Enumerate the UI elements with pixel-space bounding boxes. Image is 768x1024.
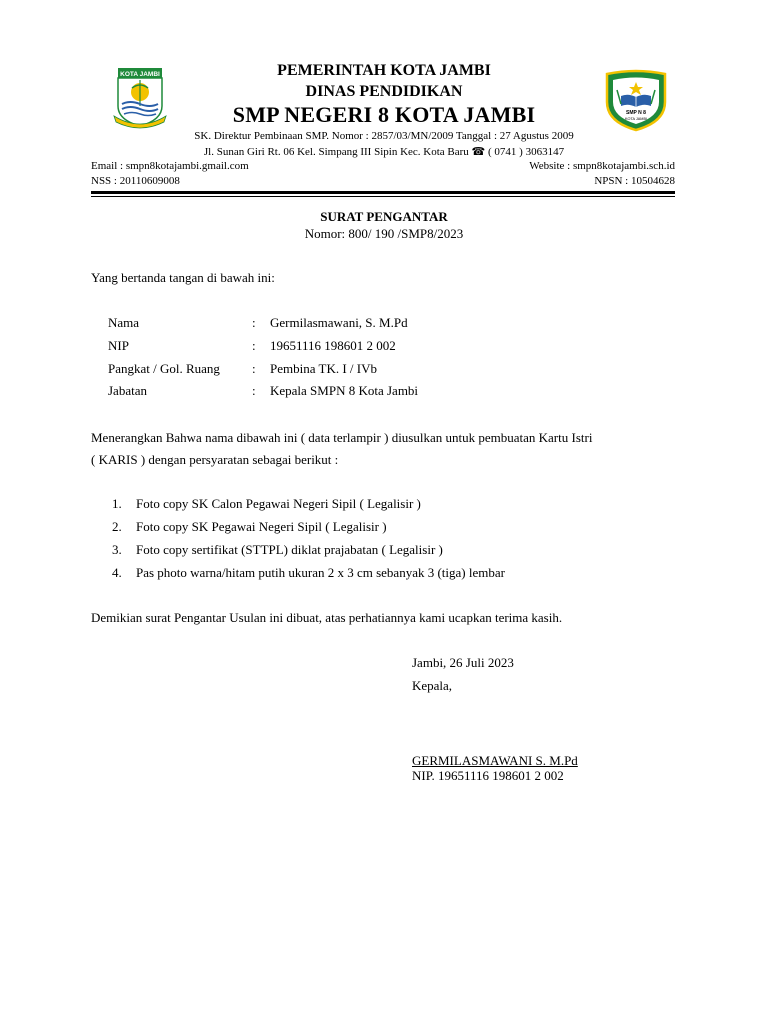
body-paragraph-line2: ( KARIS ) dengan persyaratan sebagai berikut : xyxy=(91,452,339,467)
signature-name: GERMILASMAWANI S. M.Pd xyxy=(412,753,578,768)
list-item-number: 1. xyxy=(112,496,122,511)
identity-label-pangkat: Pangkat / Gol. Ruang xyxy=(108,361,220,376)
header-nss: NSS : 20110609008 xyxy=(91,175,180,187)
intro-text: Yang bertanda tangan di bawah ini: xyxy=(91,270,275,285)
identity-label-jabatan: Jabatan xyxy=(108,383,147,398)
header-npsn: NPSN : 10504628 xyxy=(594,175,675,187)
identity-colon: : xyxy=(252,361,256,376)
header-website: Website : smpn8kotajambi.sch.id xyxy=(529,160,675,172)
letterhead-divider-thin xyxy=(91,196,675,197)
header-sk: SK. Direktur Pembinaan SMP. Nomor : 2857/03/MN/2009 Tanggal : 27 Agustus 2009 xyxy=(194,130,574,142)
header-school-name: SMP NEGERI 8 KOTA JAMBI xyxy=(232,102,536,127)
identity-colon: : xyxy=(252,338,256,353)
identity-colon: : xyxy=(252,383,256,398)
list-item-number: 3. xyxy=(112,542,122,557)
logo-right-label: SMP N 8 xyxy=(626,110,646,116)
list-item: Foto copy SK Calon Pegawai Negeri Sipil ( Legalisir ) xyxy=(136,496,421,511)
signature-role: Kepala, xyxy=(412,678,453,693)
identity-value-nip: 19651116 198601 2 002 xyxy=(270,338,396,353)
header-address: Jl. Sunan Giri Rt. 06 Kel. Simpang III Sipin Kec. Kota Baru ☎ ( 0741 ) 3063147 xyxy=(203,146,565,158)
identity-value-nama: Germilasmawani, S. M.Pd xyxy=(270,315,408,330)
list-item-number: 4. xyxy=(112,565,122,580)
signature-place-date: Jambi, 26 Juli 2023 xyxy=(412,655,514,670)
identity-value-jabatan: Kepala SMPN 8 Kota Jambi xyxy=(270,383,419,398)
list-item: Foto copy sertifikat (STTPL) diklat prajabatan ( Legalisir ) xyxy=(136,542,443,557)
header-email: Email : smpn8kotajambi.gmail.com xyxy=(91,160,249,172)
list-item: Foto copy SK Pegawai Negeri Sipil ( Legalisir ) xyxy=(136,519,387,534)
body-paragraph-line1: Menerangkan Bahwa nama dibawah ini ( data terlampir ) diusulkan untuk pembuatan Kartu Istri xyxy=(91,430,593,445)
list-item-number: 2. xyxy=(112,519,122,534)
identity-label-nip: NIP xyxy=(108,338,129,353)
closing-text: Demikian surat Pengantar Usulan ini dibuat, atas perhatiannya kami ucapkan terima kasih. xyxy=(91,610,563,625)
logo-right-sublabel: KOTA JAMBI xyxy=(624,117,648,121)
identity-label-nama: Nama xyxy=(108,315,140,330)
letter-title: SURAT PENGANTAR xyxy=(320,209,448,224)
logo-left-label: KOTA JAMBI xyxy=(120,71,160,78)
signature-nip: NIP. 19651116 198601 2 002 xyxy=(412,768,564,783)
header-department: DINAS PENDIDIKAN xyxy=(305,83,463,100)
identity-value-pangkat: Pembina TK. I / IVb xyxy=(270,361,377,376)
letterhead-divider-thick xyxy=(91,191,675,194)
list-item: Pas photo warna/hitam putih ukuran 2 x 3 cm sebanyak 3 (tiga) lembar xyxy=(136,565,505,580)
header-government: PEMERINTAH KOTA JAMBI xyxy=(277,62,491,79)
letter-number: Nomor: 800/ 190 /SMP8/2023 xyxy=(304,226,464,241)
identity-colon: : xyxy=(252,315,256,330)
